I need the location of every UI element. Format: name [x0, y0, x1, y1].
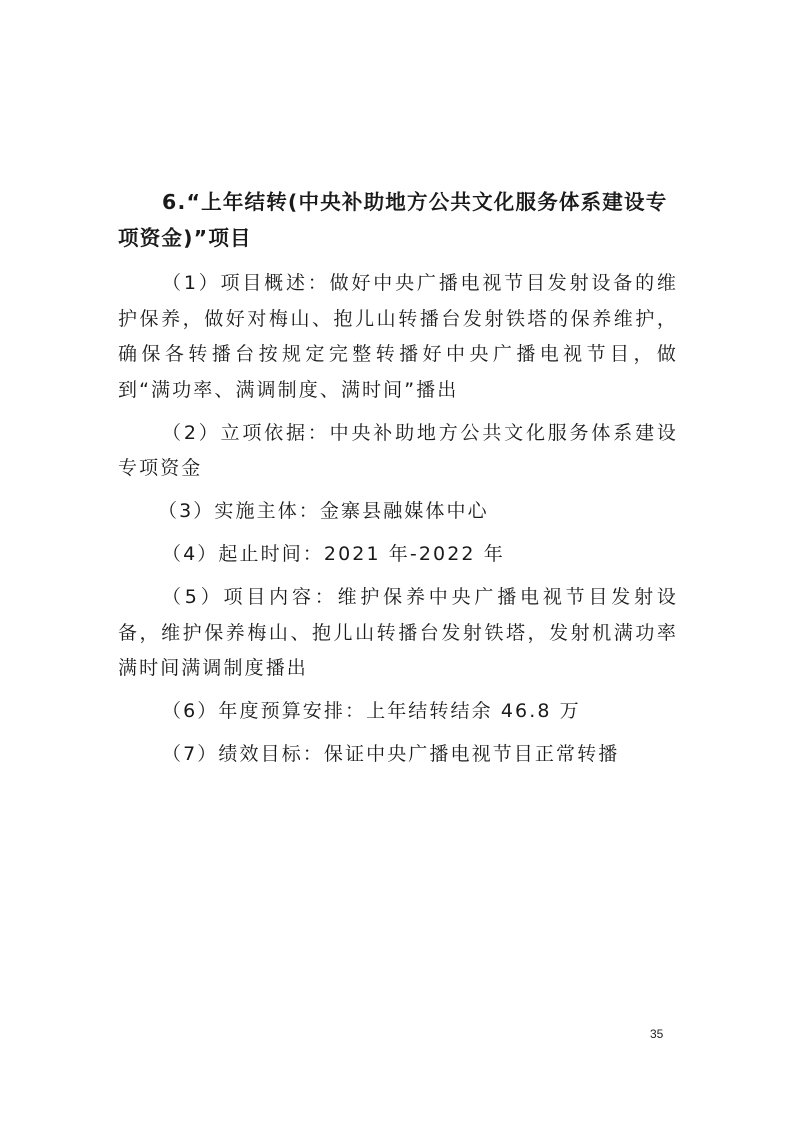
paragraph-content: （5）项目内容：维护保养中央广播电视节目发射设备，维护保养梅山、抱儿山转播台发射铁塔，发射机满功率满时间满调制度播出: [118, 586, 678, 679]
section-heading: 6.“上年结转(中央补助地方公共文化服务体系建设专项资金)”项目: [118, 190, 668, 250]
paragraph-budget: （6）年度预算安排：上年结转结余 46.8 万: [162, 700, 581, 722]
paragraph-period: （4）起止时间：2021 年-2022 年: [162, 543, 505, 565]
page-number: 35: [650, 1027, 664, 1041]
section-body: [118, 266, 678, 780]
paragraph-target: （7）绩效目标：保证中央广播电视节目正常转播: [162, 743, 620, 765]
paragraph-implementer: （3）实施主体：金寨县融媒体中心: [158, 500, 489, 522]
paragraph-overview: （1）项目概述：做好中央广播电视节目发射设备的维护保养，做好对梅山、抱儿山转播台发射铁塔的保养维护，确保各转播台按规定完整转播好中央广播电视节目，做到“满功率、满调制度、满时间”播出: [118, 272, 678, 401]
paragraph-basis: （2）立项依据：中央补助地方公共文化服务体系建设专项资金: [118, 421, 678, 479]
